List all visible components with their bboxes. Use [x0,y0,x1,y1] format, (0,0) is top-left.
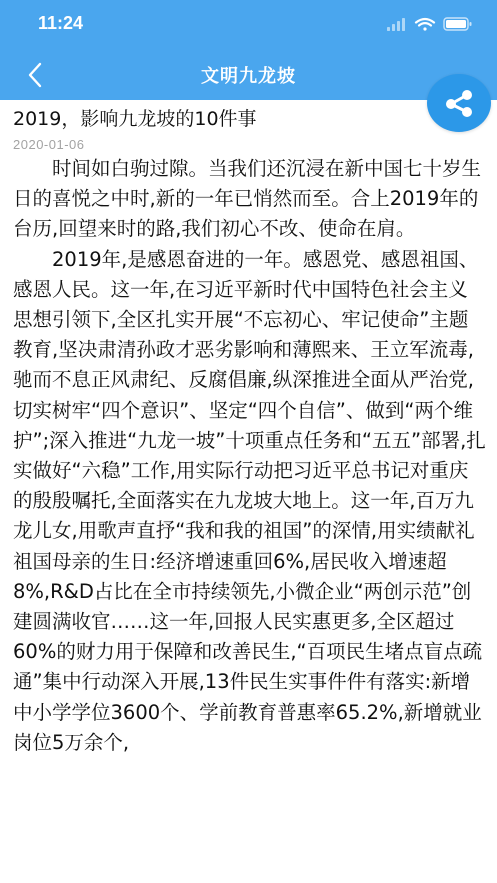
page-title: 文明九龙坡 [201,66,296,87]
battery-icon [444,18,472,30]
app-header [0,0,497,100]
status-bar [0,0,497,48]
article-date: 2020-01-06 [13,137,85,152]
nav-bar [0,48,497,100]
status-icons [385,16,475,32]
share-button[interactable] [427,74,491,132]
article-body [13,154,487,883]
share-icon [442,86,476,120]
status-time: 11:24 [38,13,84,33]
cellular-signal-icon [387,18,405,31]
wifi-icon [416,19,434,31]
article-paragraph: 时间如白驹过隙。当我们还沉浸在新中国七十岁生日的喜悦之中时,新的一年已悄然而至。合上2019年的台历,回望来时的路,我们初心不改、使命在肩。 [13,157,482,241]
article-paragraph: 2019年,是感恩奋进的一年。感恩党、感恩祖国、感恩人民。这一年,在习近平新时代中国特色社会主义思想引领下,全区扎实开展“不忘初心、牢记使命”主题教育,坚决肃清孙政才恶劣影响和薄熙来、王立军流毒,驰而不息正风肃纪、反腐倡廉,纵深推进全面从严治党,切实树牢“四个意识”、坚定“四个自信”、做到“两个维护”;深入推进“九龙一坡”十项重点任务和“五五”部署,扎实做好“六稳”工作,用实际行动把习近平总书记对重庆的殷殷嘱托,全面落实在九龙坡大地上。这一年,百万九龙儿女,用歌声直抒“我和我的祖国”的深情,用实绩献礼祖国母亲的生日:经济增速重回6%,居民收入增速超8%,R&D占比在全市持续领先,小微企业“两创示范”创建圆满收官……这一年,回报人民实惠更多,全区超过60%的财力用于保障和改善民生,“百项民生堵点盲点疏通”集中行动深入开展,13件民生实事件件有落实:新增中小学学位3600个、学前教育普惠率65.2%,新增就业岗位5万余个, [13,247,486,754]
article-title: 2019，影响九龙坡的10件事 [13,108,257,130]
